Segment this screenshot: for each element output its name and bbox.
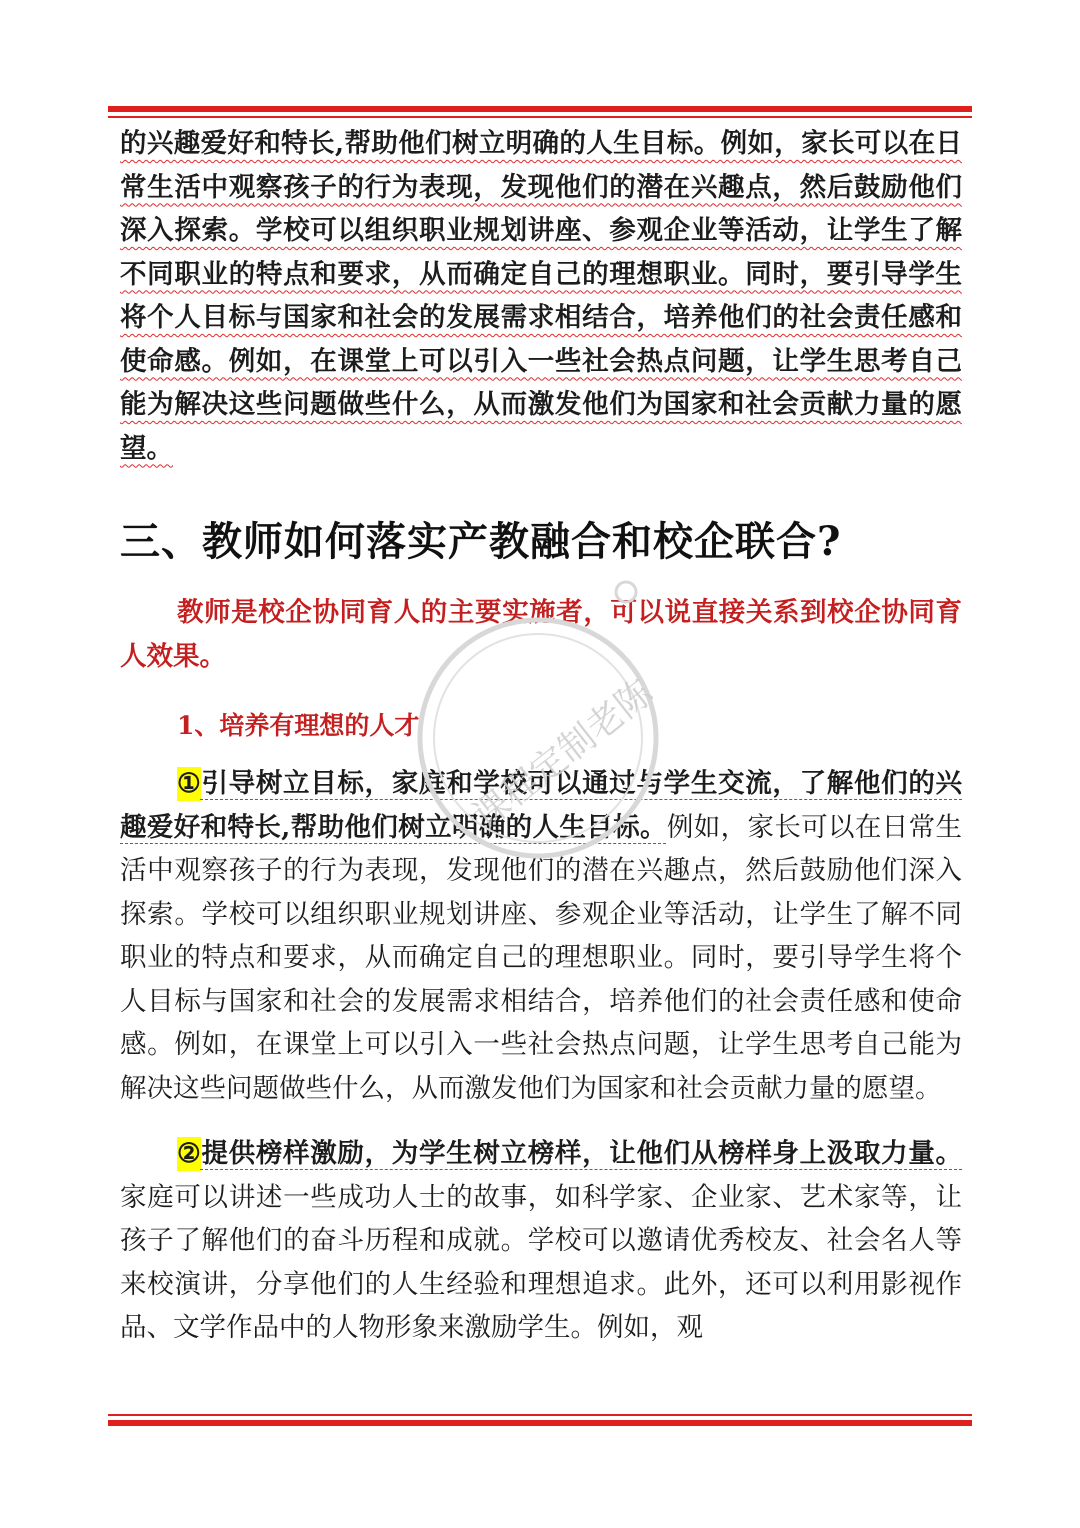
continuation-paragraph (120, 122, 962, 470)
item-2-paragraph (120, 1132, 962, 1350)
item-1-paragraph (120, 762, 962, 1110)
continuation-text: 的兴趣爱好和特长,帮助他们树立明确的人生目标。例如，家长可以在日常生活中观察孩子的行为表现，发现他们的潜在兴趣点，然后鼓励他们深入探索。学校可以组织职业规划讲座、参观企业等活动，让学生了解不同职业的特点和要求，从而确定自己的理想职业。同时，要引导学生将个人目标与国家和社会的发展需求相结合，培养他们的社会责任感和使命感。例如，在课堂上可以引入一些社会热点问题，让学生思考自己能为解决这些问题做些什么，从而激发他们为国家和社会贡献力量的愿望。 (120, 128, 962, 464)
top-double-rule (108, 106, 972, 118)
item-2-body: 家庭可以讲述一些成功人士的故事，如科学家、企业家、艺术家等，让孩子了解他们的奋斗历程和成就。学校可以邀请优秀校友、社会名人等来校演讲，分享他们的人生经验和理想追求。此外，还可以利用影视作品、文学作品中的人物形象来激励学生。例如，观 (120, 1181, 962, 1343)
item-1-marker: ① (177, 768, 201, 799)
item-2-marker: ② (177, 1138, 201, 1169)
item-1-body: 例如，家长可以在日常生活中观察孩子的行为表现，发现他们的潜在兴趣点，然后鼓励他们深入探索。学校可以组织职业规划讲座、参观企业等活动，让学生了解不同职业的特点和要求，从而确定自己的理想职业。同时，要引导学生将个人目标与国家和社会的发展需求相结合，培养他们的社会责任感和使命感。例如，在课堂上可以引入一些社会热点问题，让学生思考自己能为解决这些问题做些什么，从而激发他们为国家和社会贡献力量的愿望。 (120, 811, 962, 1104)
watermark-text: 课程定制老陈 (465, 672, 661, 838)
item-2-lead: 提供榜样激励，为学生树立榜样，让他们从榜样身上汲取力量。 (200, 1138, 962, 1169)
subheading: 1、培养有理想的人才 (177, 711, 420, 740)
section-intro: 教师是校企协同育人的主要实施者，可以说直接关系到校企协同育人效果。 (120, 597, 962, 672)
item-1-lead: 引导树立目标，家庭和学校可以通过与学生交流，了解他们的兴趣爱好和特长,帮助他们树立明确的人生目标。 (120, 768, 962, 843)
bottom-double-rule (108, 1414, 972, 1426)
section-heading: 三、教师如何落实产教融合和校企联合? (120, 518, 842, 565)
page-content (120, 122, 962, 1350)
